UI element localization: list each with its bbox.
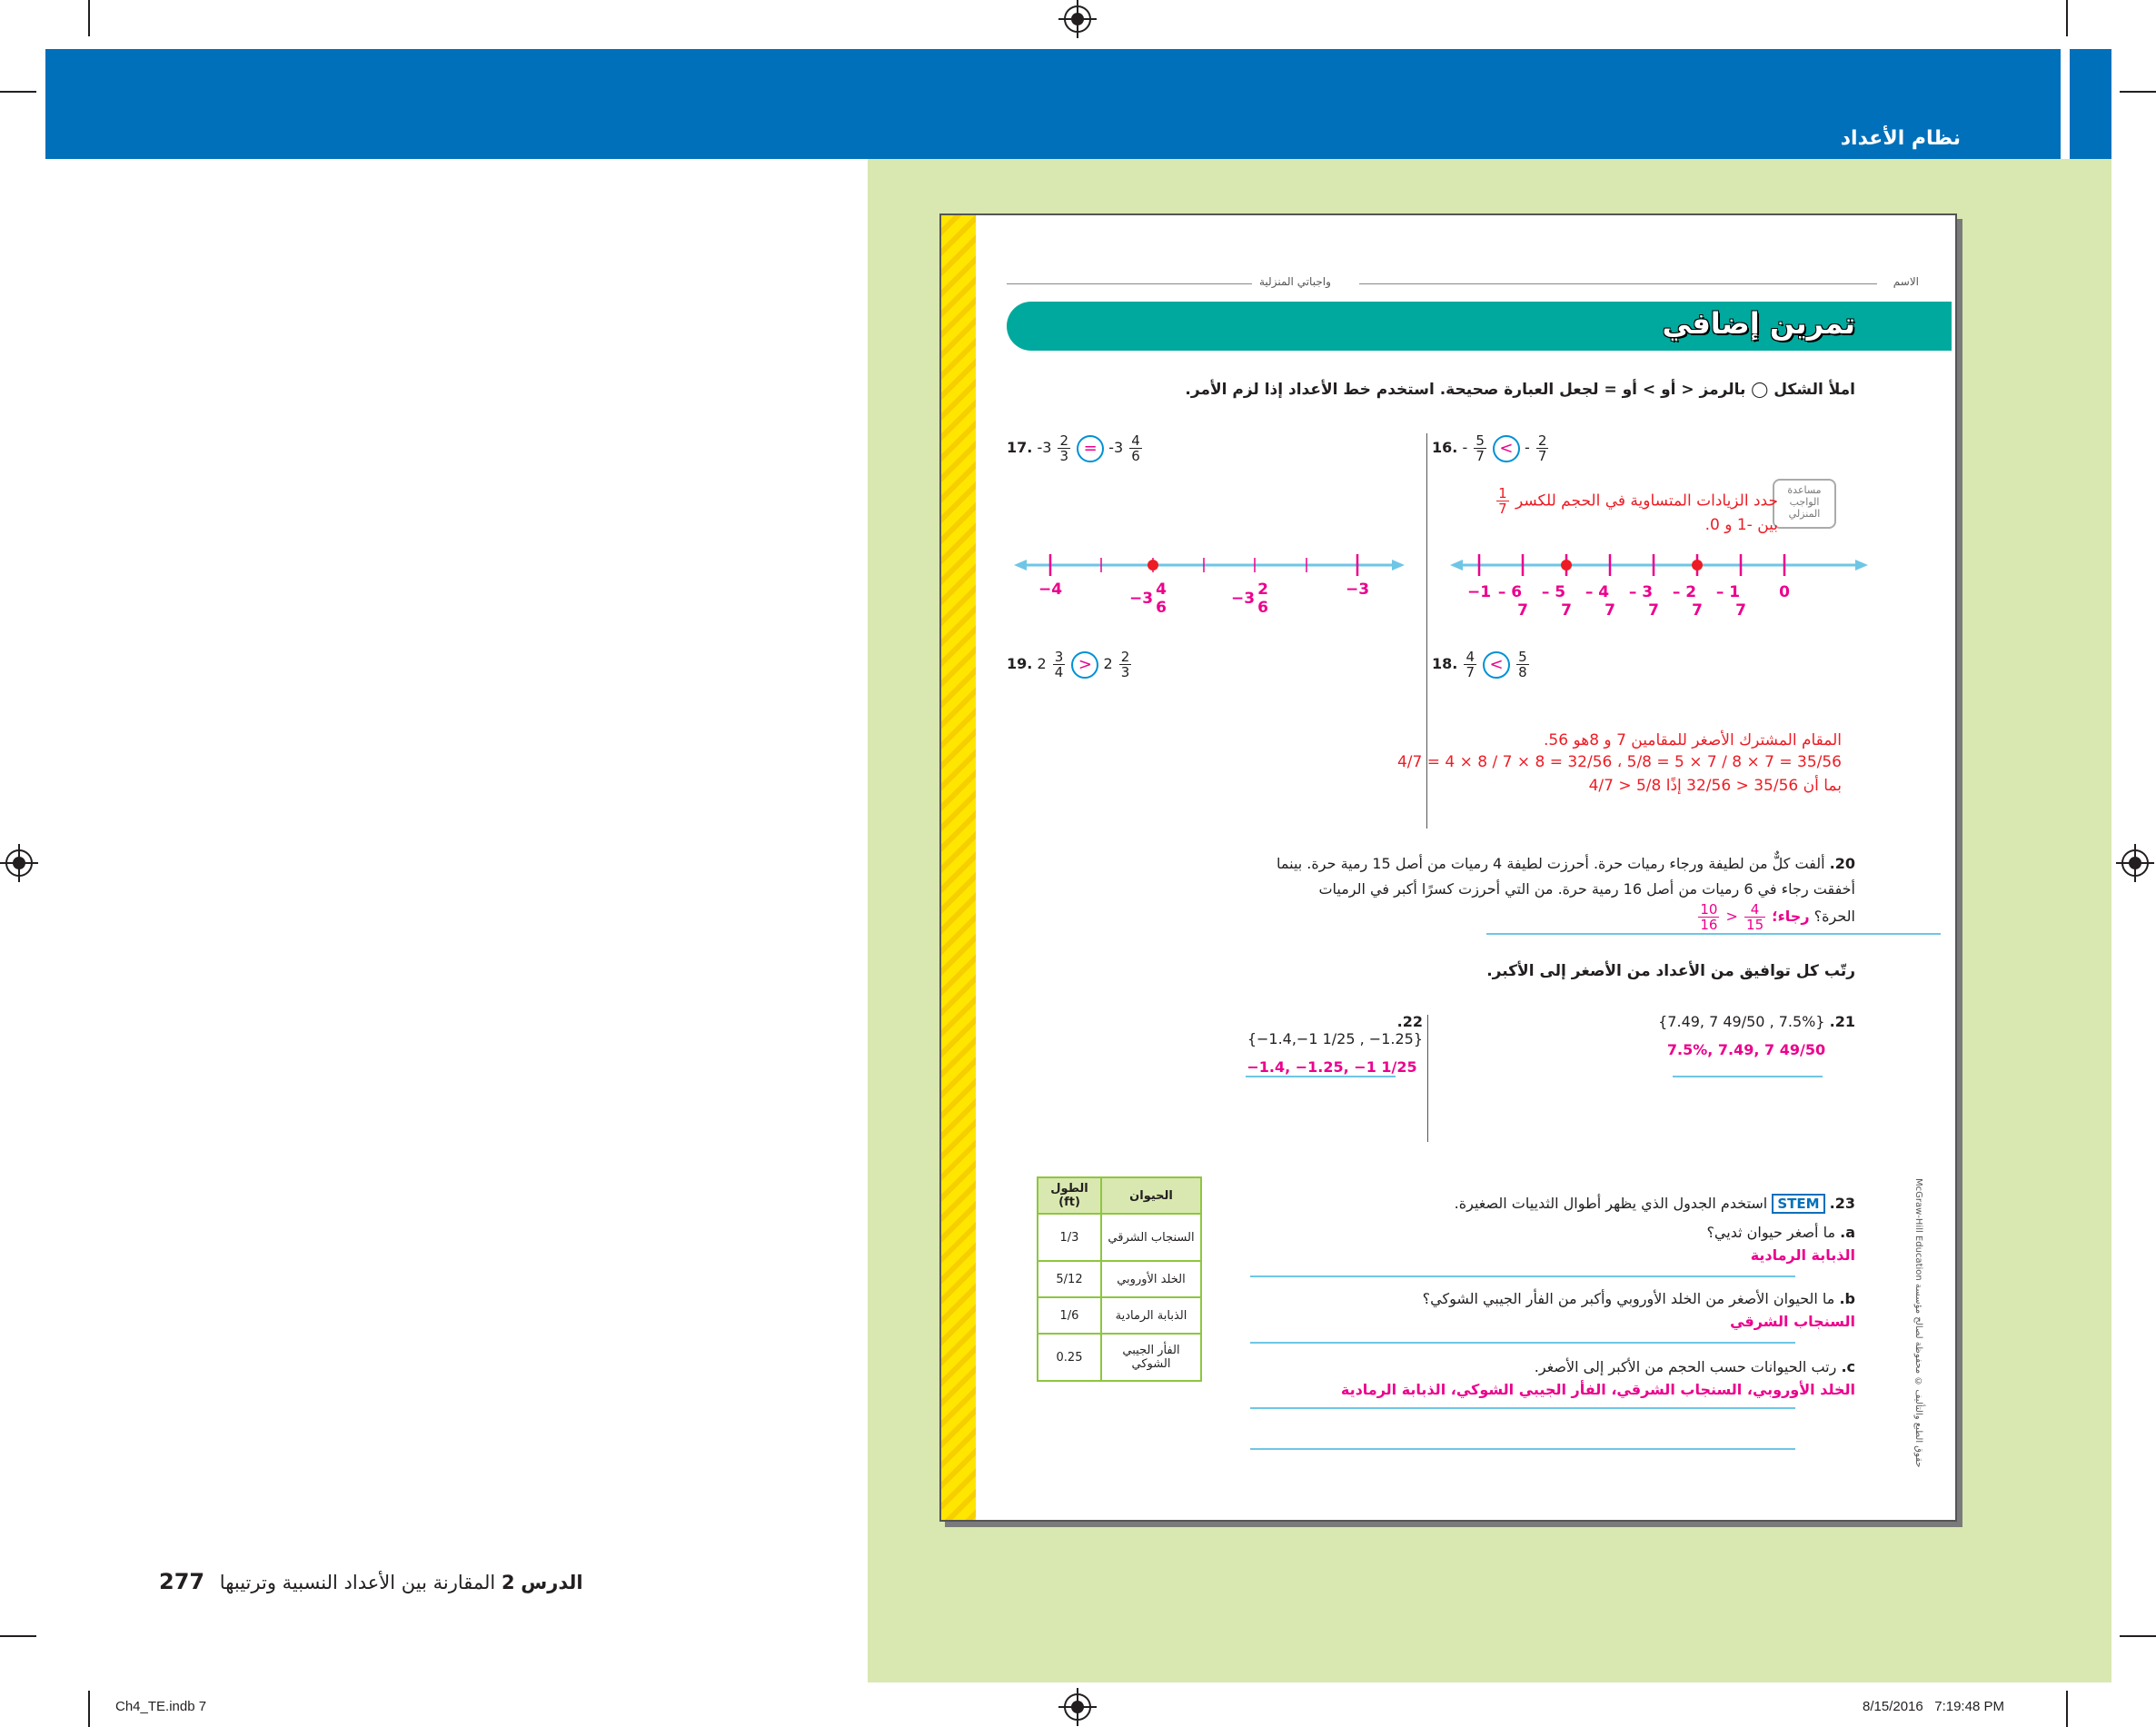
label-neg-3-7: – 3 [1628, 583, 1654, 601]
q20-text2: أخفقت رجاء في 6 رميات من أصل 16 رمية حرة. من التي أحرزت كسرًا أكبر في الرميات [1318, 880, 1855, 898]
col-length-label: الطول [1050, 1182, 1088, 1196]
table-row [1038, 1297, 1201, 1334]
q18-eq-a: 4/7 = 4 × 8 / 7 × 8 = 32/56 [1396, 753, 1613, 771]
instruction: املأ الشكل ◯ بالرمز < أو > أو = لجعل العبارة صحيحة. استخدم خط الأعداد إذا لزم الأمر. [1185, 381, 1855, 399]
table-cell-animal: الذبابة الرمادية [1101, 1297, 1201, 1334]
q23-intro: استخدم الجدول الذي يظهر أطوال الثدييات الصغيرة. [1454, 1195, 1768, 1212]
column-divider-2 [1427, 1015, 1428, 1142]
table-cell-length: 0.25 [1038, 1334, 1101, 1381]
homework-label: واجباتي المنزلية [1259, 275, 1331, 288]
q17-b-whole: -3 [1108, 439, 1124, 456]
q18-a-frac: $\frac{4}{7}$ [1465, 649, 1475, 680]
q19-a-whole: 2 [1037, 655, 1047, 672]
arrow-right-icon [1855, 560, 1868, 571]
question-19 [1007, 650, 1133, 680]
point-neg-5-7 [1561, 560, 1572, 571]
label-neg-2-7: – 2 [1672, 583, 1697, 601]
q23-c-question: رتب الحيوانات حسب الحجم من الأكبر إلى الأصغر. [1534, 1358, 1837, 1375]
number-line-17 [1014, 538, 1405, 620]
label-neg-1-7: – 1 [1715, 583, 1741, 601]
q16-hint-text: حدد الزيادات المتساوية في الحجم للكسر [1515, 491, 1778, 511]
name-line [1359, 283, 1877, 284]
section-title: تمرين إضافي [1662, 306, 1855, 341]
q16-a-frac: $\frac{5}{7}$ [1475, 432, 1485, 464]
label-num-2: 2 [1257, 581, 1268, 599]
lesson-label: الدرس [521, 1572, 583, 1593]
q19-a-frac: $\frac{3}{4}$ [1054, 649, 1064, 680]
q23-a-answer: الذبابة الرمادية [1750, 1246, 1855, 1264]
q20-number: 20. [1829, 855, 1855, 872]
registration-mark-bottom [1064, 1693, 1091, 1721]
q23-part-a [1310, 1224, 1855, 1264]
q23-a-label: a. [1840, 1224, 1855, 1241]
table-cell-animal: الفأر الجيبي الشوكي [1101, 1334, 1201, 1381]
q18-work [1369, 731, 1842, 795]
q20-answer-line[interactable] [1486, 933, 1941, 935]
label-neg3: −3 [1345, 581, 1370, 599]
q18-equations: 4/7 = 4 × 8 / 7 × 8 = 32/56 ، 5/8 = 5 × 7 / 8 × 7 = 35/56 [1396, 753, 1842, 771]
q23-part-b [1310, 1290, 1855, 1330]
arrow-right-icon [1392, 560, 1405, 571]
label-zero: 0 [1779, 583, 1790, 601]
worksheet-page [939, 213, 1957, 1522]
label-neg-3b: −3 [1230, 590, 1256, 608]
q22-answer-line[interactable] [1246, 1076, 1396, 1077]
registration-mark-top [1064, 5, 1091, 33]
label-den-7f: 7 [1735, 601, 1746, 620]
registration-mark-right [2121, 849, 2149, 877]
side-credit: McGraw-Hill Education حقوق الطبع والتأليف © محفوظة لصالح مؤسسة [1913, 1178, 1923, 1468]
label-neg-5-7: – 5 [1541, 583, 1566, 601]
q16-a-sign: - [1462, 439, 1468, 456]
lesson-number: 2 [501, 1572, 515, 1593]
chapter-title: نظام الأعداد [1840, 127, 1961, 150]
label-den-7b: 7 [1561, 601, 1572, 620]
table-row [1038, 1214, 1201, 1261]
label-den-7e: 7 [1692, 601, 1703, 620]
q20-ans-b: $\frac{4}{15}$ [1746, 901, 1764, 933]
table-cell-length: 1/3 [1038, 1214, 1101, 1261]
label-neg1: −1 [1466, 583, 1492, 601]
q22-number: 22. [1396, 1013, 1423, 1030]
q21-answer: 7.5%, 7.49, 7 49/50 [1666, 1041, 1826, 1058]
chapter-banner [45, 49, 2111, 159]
order-instruction: رتّب كل توافيق من الأعداد من الأصغر إلى الأكبر. [1486, 962, 1855, 980]
label-neg-4-7: – 4 [1585, 583, 1610, 601]
banner-notch [2061, 49, 2070, 159]
file-name: Ch4_TE.indb 7 [115, 1699, 207, 1714]
label-neg-3: −3 [1128, 590, 1154, 608]
q18-answer-circle[interactable]: < [1483, 651, 1510, 679]
lesson-title: المقارنة بين الأعداد النسبية وترتيبها [219, 1572, 496, 1593]
question-20 [1165, 851, 1855, 932]
yellow-stripe [941, 215, 976, 1520]
lesson-footer [159, 1569, 583, 1594]
q23-b-answer: السنجاب الشرقي [1730, 1313, 1855, 1330]
q18-conclusion: بما أن 35/56 < 32/56 إذًا 5/8 < 4/7 [1588, 777, 1842, 795]
q22-set: {−1.4,−1 1/25 , −1.25} [1247, 1030, 1423, 1047]
question-21 [1637, 1013, 1855, 1058]
number-line-16 [1450, 538, 1868, 620]
q19-answer-circle[interactable]: > [1071, 651, 1098, 679]
q23-b-question: ما الحيوان الأصغر من الخلد الأوروبي وأكبر من الفأر الجيبي الشوكي؟ [1422, 1290, 1835, 1307]
table-row [1038, 1261, 1201, 1297]
q16-hint-text-2: بين -1 و 0. [1704, 516, 1778, 534]
table-cell-animal: السنجاب الشرقي [1101, 1214, 1201, 1261]
col-length-unit: (ft) [1058, 1196, 1080, 1209]
q23-c-label: c. [1841, 1358, 1855, 1375]
q23-c-line[interactable] [1250, 1407, 1795, 1409]
q23-a-line[interactable] [1250, 1275, 1795, 1277]
question-18 [1432, 650, 1531, 680]
animal-table [1037, 1176, 1202, 1382]
registration-mark-left [5, 849, 33, 877]
label-neg-6-7: – 6 [1497, 583, 1523, 601]
label-num-4: 4 [1156, 581, 1167, 599]
q17-a-whole: -3 [1037, 439, 1052, 456]
q23-a-question: ما أصغر حيوان ثديي؟ [1706, 1224, 1836, 1241]
col-length-header [1038, 1177, 1101, 1214]
q16-b-sign: - [1525, 439, 1530, 456]
page-number: 277 [159, 1569, 205, 1594]
question-17 [1007, 433, 1144, 463]
question-22 [1241, 1013, 1423, 1076]
table-cell-length: 1/6 [1038, 1297, 1101, 1334]
q21-set: {7.49, 7 49/50 , 7.5%} [1658, 1013, 1825, 1030]
q23-number: 23. [1829, 1195, 1855, 1212]
q20-answer-name: رجاء؛ [1772, 908, 1810, 925]
q16-number: 16. [1432, 439, 1458, 456]
question-23 [1310, 1194, 1855, 1214]
q20-text3: الحرة؟ [1813, 908, 1855, 925]
q18-b-frac: $\frac{5}{8}$ [1518, 649, 1527, 680]
question-16 [1432, 433, 1550, 463]
label-den-6b: 6 [1257, 599, 1268, 617]
label-neg4: −4 [1038, 581, 1063, 599]
help-badge: مساعدة الواجب المنزلي [1773, 479, 1836, 529]
label-den-7c: 7 [1605, 601, 1615, 620]
table-cell-length: 5/12 [1038, 1261, 1101, 1297]
q23-c-line-2[interactable] [1250, 1448, 1795, 1450]
q19-b-frac: $\frac{2}{3}$ [1120, 649, 1130, 680]
q19-b-whole: 2 [1103, 655, 1113, 672]
homework-line [1007, 283, 1252, 284]
q17-b-frac: $\frac{4}{6}$ [1131, 432, 1140, 464]
q23-part-c [1310, 1358, 1855, 1398]
q16-answer-circle[interactable]: < [1493, 435, 1520, 462]
q23-b-line[interactable] [1250, 1342, 1795, 1344]
table-row [1038, 1334, 1201, 1381]
q17-number: 17. [1007, 439, 1033, 456]
q18-number: 18. [1432, 655, 1458, 672]
arrow-left-icon [1014, 560, 1027, 571]
name-label: الاسم [1893, 275, 1919, 288]
q23-b-label: b. [1839, 1290, 1855, 1307]
animal-length-table [1037, 1176, 1202, 1382]
q17-answer-circle[interactable]: = [1077, 435, 1104, 462]
q20-text1: ألفت كلٌّ من لطيفة ورجاء رميات حرة. أحرزت لطيفة 4 رميات من أصل 15 رمية حرة. بينما [1276, 855, 1825, 872]
q20-answer: $\frac{10}{16}$ > $\frac{4}{15}$ [1700, 901, 1764, 933]
col-animal-header: الحيوان [1101, 1177, 1201, 1214]
q22-answer: −1.4, −1.25, −1 1/25 [1247, 1058, 1417, 1076]
label-den-7a: 7 [1517, 601, 1528, 620]
q19-number: 19. [1007, 655, 1033, 672]
label-den-6: 6 [1156, 599, 1167, 617]
point-neg-3-4-6 [1148, 560, 1158, 571]
stem-badge: STEM [1772, 1194, 1824, 1214]
q23-c-answer: الخلد الأوروبي، السنجاب الشرقي، الفأر الجيبي الشوكي، الذبابة الرمادية [1340, 1381, 1855, 1398]
q18-eq-b: 5/8 = 5 × 7 / 8 × 7 = 35/56 [1626, 753, 1842, 771]
q17-a-frac: $\frac{2}{3}$ [1059, 432, 1069, 464]
q18-work-line1: المقام المشترك الأصغر للمقامين 7 و 8هو 56. [1544, 731, 1842, 749]
q21-answer-line[interactable] [1673, 1076, 1823, 1077]
point-neg-2-7 [1692, 560, 1703, 571]
q16-hint [1451, 486, 1778, 534]
q20-ans-a: $\frac{10}{16}$ [1700, 901, 1718, 933]
q16-b-frac: $\frac{2}{7}$ [1537, 432, 1547, 464]
table-cell-animal: الخلد الأوروبي [1101, 1261, 1201, 1297]
q16-hint-frac: $\frac{1}{7}$ [1498, 485, 1507, 517]
timestamp: 8/15/2016 7:19:48 PM [1863, 1699, 2004, 1714]
q21-number: 21. [1829, 1013, 1855, 1030]
label-den-7d: 7 [1648, 601, 1659, 620]
arrow-left-icon [1450, 560, 1463, 571]
